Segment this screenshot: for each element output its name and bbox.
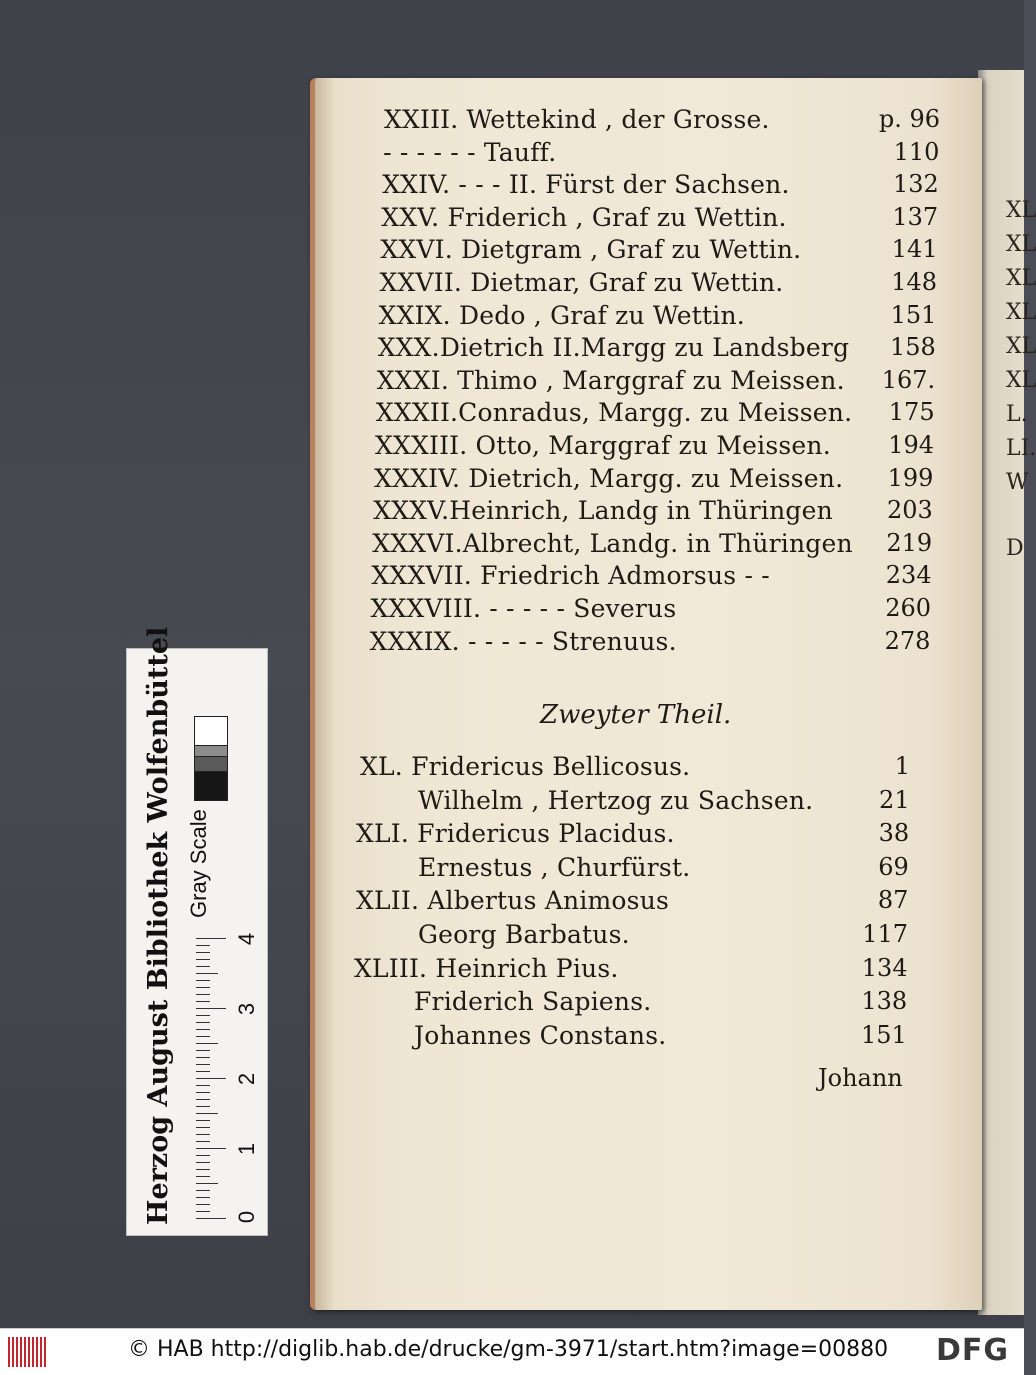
toc-entry: XXXIV. Dietrich, Margg. zu Meissen. [374,463,844,493]
toc-entry: XXIV. - - - II. Fürst der Sachsen. [382,170,790,200]
toc-entry: XXXVI.Albrecht, Landg. in Thüringen [372,528,853,558]
ruler-tick [196,1120,210,1121]
toc-entry: XXV. Friderich , Graf zu Wettin. [381,202,787,232]
ruler-tick [196,966,210,967]
toc-page-number: 260 [885,594,931,622]
toc-page-number: 117 [862,920,908,948]
ruler-tick [196,1106,210,1107]
ruler-tick [196,973,218,974]
citation-link[interactable]: © HAB http://diglib.hab.de/drucke/gm-3971/start.htm?image=00880 [128,1337,889,1362]
ruler-tick [196,1078,226,1079]
part-two-heading: Zweyter Theil. [540,700,732,730]
toc-entry: XXXII.Conradus, Margg. zu Meissen. [375,398,853,428]
toc-page-number: 158 [889,333,936,362]
facing-page-fragment: XL [1006,198,1036,223]
facing-page-fragment: XL [1006,232,1036,257]
catchword: Johann [818,1064,903,1092]
ruler-tick [196,952,210,953]
toc-entry: XXIII. Wettekind , der Grosse. [384,105,770,134]
toc-entry: XLIII. Heinrich Pius. [354,953,619,983]
ruler-tick [196,1036,210,1037]
ruler-tick [196,1134,210,1135]
facing-page-fragment: L. [1006,402,1028,427]
toc-entry: XXX.Dietrich II.Margg zu Landsberg [377,333,850,363]
toc-page-number: 175 [888,398,935,427]
ruler-tick [196,1162,210,1163]
toc-entry: XLI. Fridericus Placidus. [356,819,675,849]
ruler-tick [196,1169,210,1170]
ruler-tick [196,1050,210,1051]
ruler-tick [196,1092,210,1093]
ruler-tick [196,1204,210,1205]
toc-entry: XXXIII. Otto, Marggraf zu Meissen. [375,431,831,460]
toc-page-number: 38 [878,819,910,848]
ruler-tick [196,1211,210,1212]
ruler-institution-label: Herzog August Bibliothek Wolfenbüttel [143,626,174,1225]
toc-page-number: 234 [885,561,932,590]
toc-entry: - - - - - - Tauff. [383,137,557,167]
facing-page-fragment: XL [1006,334,1036,359]
facing-page-fragment: LI. [1006,436,1036,461]
ruler-tick [196,1085,210,1086]
ruler-number: 4 [234,932,260,946]
ruler-tick [196,945,210,946]
toc-page-number: 203 [886,496,933,525]
barcode-icon [8,1337,48,1367]
ruler-number: 0 [234,1210,260,1224]
toc-entry: XXXIX. - - - - - Strenuus. [369,626,677,656]
toc-page-number: 1 [894,752,910,780]
toc-page-number: 167. [881,365,936,394]
toc-entry: Wilhelm , Hertzog zu Sachsen. [418,785,814,815]
toc-entry: XXXVIII. - - - - - Severus [370,594,677,623]
toc-page-number: 132 [892,170,939,199]
ruler-tick [196,1176,210,1177]
dfg-logo: DFG [936,1333,1010,1368]
toc-entry: Georg Barbatus. [418,920,630,949]
gray-swatch-white [194,716,228,746]
facing-page-fragment: W [1006,470,1029,495]
gray-swatch-black [194,771,228,801]
toc-entry: XXXI. Thimo , Marggraf zu Meissen. [376,365,845,395]
ruler-tick [196,1008,226,1009]
ruler-tick [196,1183,218,1184]
toc-page-number: 87 [877,886,909,915]
ruler-tick [196,1141,210,1142]
toc-entry: Friderich Sapiens. [414,987,652,1017]
ruler-tick [196,1043,218,1044]
toc-page-number: 194 [888,431,934,459]
toc-page-number: 21 [879,785,910,814]
toc-entry: Ernestus , Churfürst. [418,852,691,882]
toc-entry: XXIX. Dedo , Graf zu Wettin. [378,300,745,330]
facing-page-fragment: D [1006,536,1024,561]
ruler-tick [196,1197,210,1198]
ruler-number: 2 [234,1072,260,1086]
toc-page-number: 199 [887,463,934,492]
toc-entry: XXVI. Dietgram , Graf zu Wettin. [380,235,802,265]
toc-page-number: 151 [890,300,937,329]
ruler-tick [196,1099,210,1100]
ruler-tick [196,1218,226,1219]
gray-scale-label: Gray Scale [186,809,211,918]
toc-entry: Johannes Constans. [414,1020,667,1050]
ruler-tick [196,1064,210,1065]
ruler-tick [196,1029,210,1030]
ruler-tick [196,987,210,988]
ruler-tick [196,1022,210,1023]
ruler-number: 3 [234,1002,260,1016]
ruler-tick [196,1148,226,1149]
toc-page-number: 137 [892,202,939,231]
ruler-tick [196,1015,210,1016]
toc-entry: XLII. Albertus Animosus [356,886,670,916]
toc-page-number: 69 [878,852,909,881]
gray-swatch-dark [194,756,228,772]
ruler-tick [196,1190,210,1191]
ruler-tick [196,1071,210,1072]
ruler-tick [196,938,226,939]
toc-page-number: 219 [886,528,933,557]
toc-page-number: 151 [860,1020,907,1049]
ruler-tick [196,959,210,960]
ruler-tick [196,1001,210,1002]
ruler-tick [196,1155,210,1156]
toc-entry: XXXVII. Friedrich Admorsus - - [371,561,770,591]
toc-entry: XL. Fridericus Bellicosus. [360,752,691,781]
ruler-number: 1 [234,1142,260,1156]
toc-page-number: 134 [861,953,908,982]
toc-entry: XXXV.Heinrich, Landg in Thüringen [373,496,833,526]
facing-page-fragment: XL [1006,368,1036,393]
toc-page-number: 141 [891,235,938,264]
toc-page-number: 278 [884,626,931,655]
toc-page-number: 138 [861,987,908,1016]
toc-page-number: 148 [891,268,937,296]
ruler-tick [196,1113,218,1114]
ruler-tick [196,994,210,995]
viewer-footer [0,1328,1024,1375]
toc-entry: XXVII. Dietmar, Graf zu Wettin. [379,268,784,297]
ruler-tick [196,980,210,981]
facing-page-fragment: XL [1006,266,1036,291]
toc-page-number: p. 96 [878,105,940,133]
ruler-tick [196,1057,210,1058]
facing-page-fragment: XL [1006,300,1036,325]
toc-page-number: 110 [893,137,940,166]
ruler-tick [196,1127,210,1128]
facing-page-edge [978,70,1036,1315]
